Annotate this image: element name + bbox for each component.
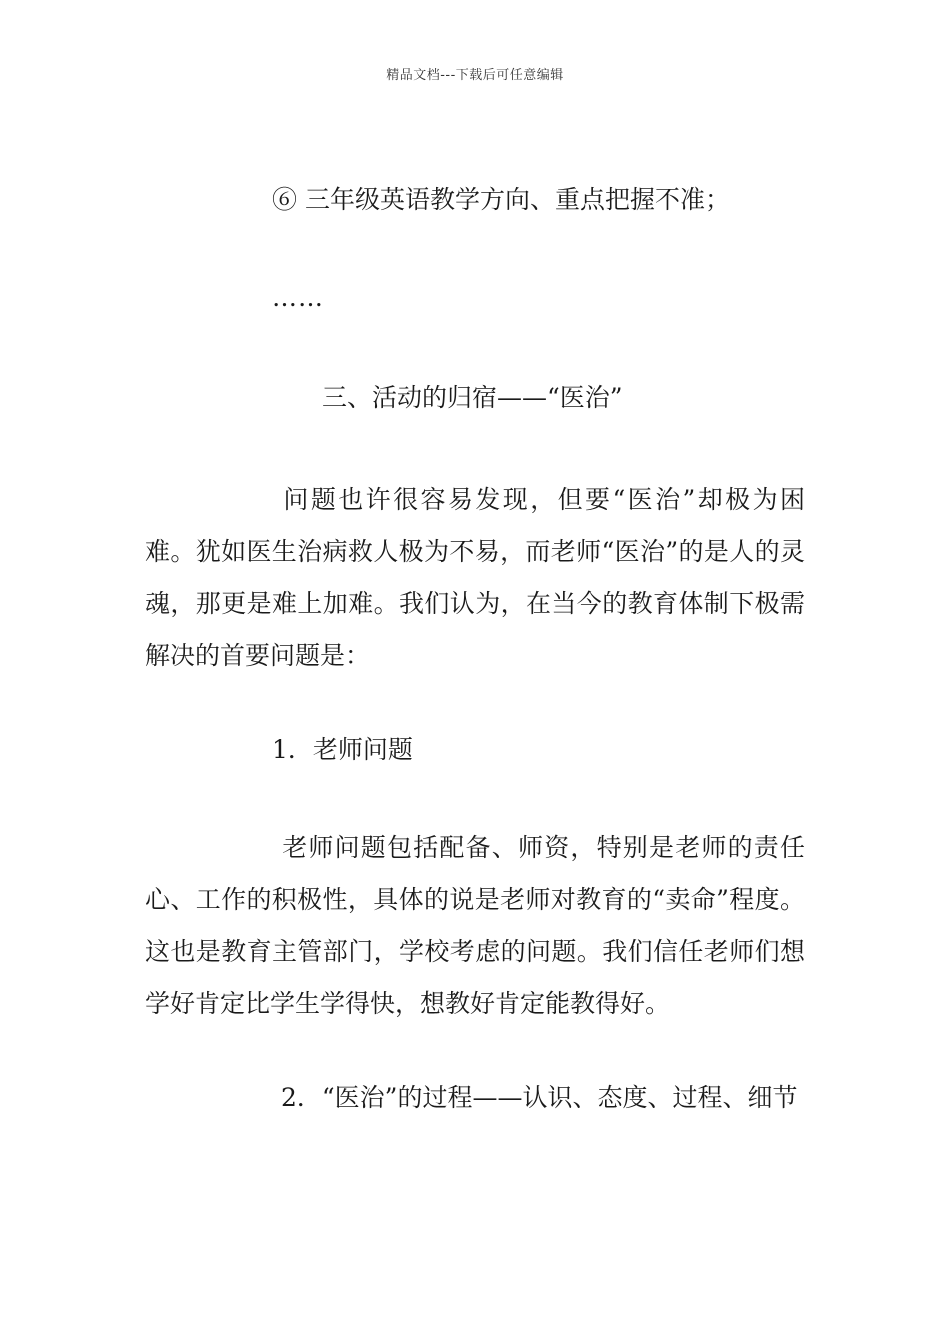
subheading-2: [145, 1072, 805, 1124]
page-header-note: 精品文档---下载后可任意编辑: [386, 68, 564, 83]
paragraph-2-text: 老师问题包括配备、师资，特别是老师的责任心、工作的积极性，具体的说是老师对教育的“卖命”程度。这也是教育主管部门，学校考虑的问题。我们信任老师们想学好肯定比学生学得快，想教好肯定能教得好。: [145, 833, 805, 1018]
paragraph-1: [145, 474, 805, 682]
paragraph-1-text: 问题也许很容易发现，但要“医治”却极为困难。犹如医生治病救人极为不易，而老师“医治”的是人的灵魂，那更是难上加难。我们认为，在当今的教育体制下极需解决的首要问题是：: [145, 485, 805, 670]
paragraph-2: [145, 822, 805, 1030]
list-item-6: ⑥ 三年级英语教学方向、重点把握不准；: [272, 185, 730, 214]
subheading-2-text: 2．“医治”的过程——认识、态度、过程、细节: [281, 1083, 798, 1112]
section-heading: 三、活动的归宿——“医治”: [322, 383, 623, 412]
subheading-1: 1．老师问题: [272, 735, 413, 764]
ellipsis-line: ……: [272, 283, 324, 312]
